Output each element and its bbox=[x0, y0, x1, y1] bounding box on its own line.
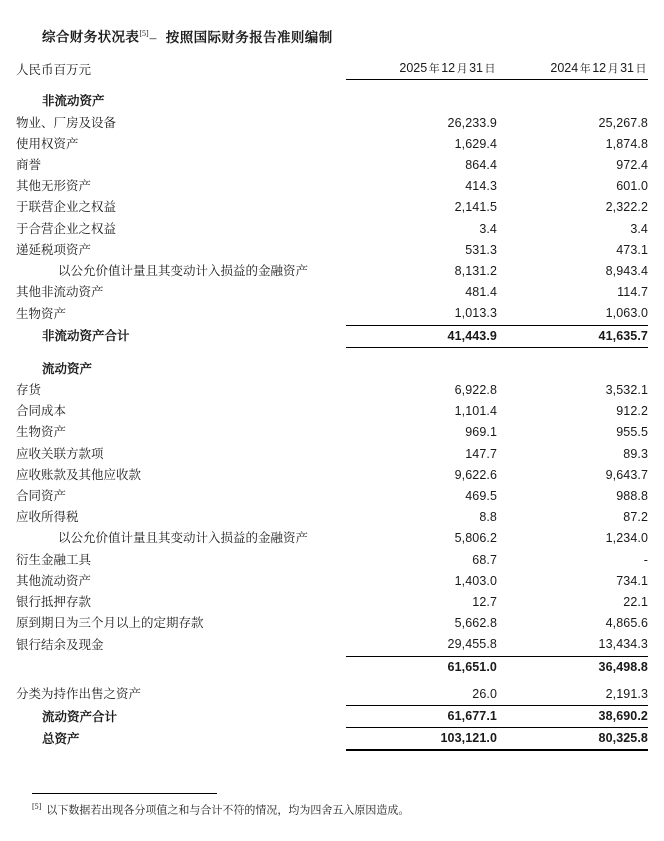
row-label: 生物资产 bbox=[16, 306, 67, 321]
title-footnote-marker: [5] bbox=[139, 29, 149, 38]
total-label-current: 流动资产合计 bbox=[42, 709, 118, 724]
section-subtotal-row bbox=[16, 656, 648, 678]
row-value-2024: 955.5 bbox=[616, 425, 648, 440]
subtotal-value-2024: 36,498.8 bbox=[598, 659, 648, 674]
header-row bbox=[16, 58, 648, 80]
row-value-2024: 89.3 bbox=[623, 446, 648, 461]
table-row bbox=[16, 528, 648, 549]
table-row bbox=[16, 592, 648, 613]
row-value-2025: 8.8 bbox=[479, 510, 497, 525]
row-value-2024: 912.2 bbox=[616, 404, 648, 419]
table-body bbox=[16, 80, 648, 751]
row-value-2024: 2,322.2 bbox=[605, 200, 648, 215]
row-label: 银行结余及现金 bbox=[16, 637, 104, 652]
title-main-text: 综合财务状况表 bbox=[42, 29, 140, 45]
row-value-2024: 473.1 bbox=[616, 242, 648, 257]
row-value-2024: 25,267.8 bbox=[598, 115, 648, 130]
row-label: 以公允价值计量且其变动计入损益的金融资产 bbox=[58, 531, 309, 546]
held-for-sale-label: 分类为持作出售之资产 bbox=[16, 687, 142, 702]
table-row bbox=[16, 422, 648, 443]
row-label: 衍生金融工具 bbox=[16, 552, 92, 567]
row-label: 物业、厂房及设备 bbox=[16, 115, 117, 130]
row-value-2024: 13,434.3 bbox=[497, 634, 648, 656]
footnote-divider bbox=[32, 793, 217, 794]
footnote-text-wrapper bbox=[32, 801, 632, 819]
row-value-2024: 87.2 bbox=[623, 510, 648, 525]
row-value-2024: 8,943.4 bbox=[605, 264, 648, 279]
row-label: 合同资产 bbox=[16, 489, 67, 504]
unit-label: 人民币百万元 bbox=[16, 62, 92, 77]
row-value-2025: 469.5 bbox=[465, 489, 497, 504]
table-row bbox=[16, 465, 648, 486]
row-value-2024: 9,643.7 bbox=[605, 467, 648, 482]
table-row bbox=[16, 176, 648, 197]
grand-total-value-2024: 80,325.8 bbox=[497, 728, 648, 751]
footnote-text: 以下数据若出现各分项值之和与合计不符的情况，均为四舍五入原因造成。 bbox=[46, 804, 410, 817]
total-value-2025: 41,443.9 bbox=[346, 325, 497, 347]
row-value-2025: 1,629.4 bbox=[454, 136, 497, 151]
row-label: 于合营企业之权益 bbox=[16, 221, 117, 236]
row-value-2025: 2,141.5 bbox=[454, 200, 497, 215]
row-value-2025: 5,806.2 bbox=[454, 531, 497, 546]
row-value-2025: 29,455.8 bbox=[346, 634, 497, 656]
total-value-2024: 38,690.2 bbox=[497, 706, 648, 728]
row-value-2025: 864.4 bbox=[465, 158, 497, 172]
row-value-2025: 969.1 bbox=[465, 425, 497, 440]
total-label-noncurrent: 非流动资产合计 bbox=[42, 329, 130, 344]
row-value-2025: 531.3 bbox=[465, 242, 497, 257]
held-for-sale-row bbox=[16, 684, 648, 706]
row-label: 存货 bbox=[16, 383, 42, 398]
table-row bbox=[16, 197, 648, 218]
grand-total-value-2025: 103,121.0 bbox=[346, 728, 497, 751]
held-for-sale-value-2024: 2,191.3 bbox=[497, 684, 648, 706]
row-value-2024: 972.4 bbox=[616, 158, 648, 172]
row-value-2025: 12.7 bbox=[472, 595, 497, 610]
table-row bbox=[16, 634, 648, 656]
grand-total-row bbox=[16, 728, 648, 751]
financial-position-table bbox=[16, 58, 648, 751]
row-label: 以公允价值计量且其变动计入损益的金融资产 bbox=[58, 264, 309, 279]
table-row bbox=[16, 486, 648, 507]
row-value-2024: 1,874.8 bbox=[605, 136, 648, 151]
total-value-2025: 61,677.1 bbox=[346, 706, 497, 728]
row-value-2025: 8,131.2 bbox=[454, 264, 497, 279]
table-row bbox=[16, 613, 648, 634]
total-value-2024: 41,635.7 bbox=[497, 325, 648, 347]
section-heading-row bbox=[16, 91, 648, 112]
row-value-2024: 601.0 bbox=[616, 179, 648, 194]
table-row bbox=[16, 261, 648, 282]
page-title bbox=[42, 28, 648, 47]
table-row bbox=[16, 444, 648, 465]
section-heading-noncurrent: 非流动资产 bbox=[42, 94, 105, 109]
row-label: 其他流动资产 bbox=[16, 573, 92, 588]
row-label: 其他无形资产 bbox=[16, 179, 92, 194]
table-row bbox=[16, 113, 648, 134]
table-row bbox=[16, 303, 648, 325]
section-total-row bbox=[16, 706, 648, 728]
table-row bbox=[16, 219, 648, 240]
row-value-2024: 1,234.0 bbox=[605, 531, 648, 546]
row-value-2024: 734.1 bbox=[616, 573, 648, 588]
subtotal-value-2025: 61,651.0 bbox=[447, 659, 497, 674]
row-label: 使用权资产 bbox=[16, 136, 79, 151]
row-value-2024: 988.8 bbox=[616, 489, 648, 504]
title-subtitle: 按照国际财务报告准则编制 bbox=[165, 29, 333, 45]
row-value-2025: 3.4 bbox=[479, 221, 497, 236]
row-value-2025: 1,013.3 bbox=[346, 303, 497, 325]
row-label: 应收账款及其他应收款 bbox=[16, 467, 142, 482]
row-label: 递延税项资产 bbox=[16, 242, 92, 257]
table-header bbox=[16, 58, 648, 80]
table-row bbox=[16, 282, 648, 303]
row-value-2024: 3.4 bbox=[630, 221, 648, 236]
row-label: 商誉 bbox=[16, 158, 42, 172]
table-row bbox=[16, 571, 648, 592]
row-value-2024: 4,865.6 bbox=[605, 616, 648, 631]
table-row bbox=[16, 507, 648, 528]
row-label: 于联营企业之权益 bbox=[16, 200, 117, 215]
row-label: 其他非流动资产 bbox=[16, 285, 104, 300]
row-value-2024: 3,532.1 bbox=[605, 383, 648, 398]
column-header-2025: 2025 年 12 月 31 日 bbox=[346, 58, 497, 80]
row-value-2024: 22.1 bbox=[623, 595, 648, 610]
table-row bbox=[16, 155, 648, 176]
row-value-2025: 68.7 bbox=[472, 552, 497, 567]
table-row bbox=[16, 240, 648, 261]
footnote bbox=[32, 793, 632, 819]
row-label: 应收关联方款项 bbox=[16, 446, 104, 461]
section-total-row bbox=[16, 325, 648, 347]
spacer-row bbox=[16, 80, 648, 92]
section-heading-current: 流动资产 bbox=[42, 361, 93, 376]
row-label: 合同成本 bbox=[16, 404, 67, 419]
row-value-2025: 147.7 bbox=[465, 446, 497, 461]
row-label: 原到期日为三个月以上的定期存款 bbox=[16, 616, 204, 631]
row-value-2024: - bbox=[643, 552, 648, 567]
table-row bbox=[16, 134, 648, 155]
grand-total-label: 总资产 bbox=[42, 732, 80, 747]
row-label: 银行抵押存款 bbox=[16, 595, 92, 610]
spacer-row bbox=[16, 347, 648, 359]
table-row bbox=[16, 550, 648, 571]
row-value-2025: 414.3 bbox=[465, 179, 497, 194]
row-label: 应收所得税 bbox=[16, 510, 79, 525]
section-heading-row bbox=[16, 359, 648, 380]
row-value-2025: 26,233.9 bbox=[447, 115, 497, 130]
row-value-2025: 6,922.8 bbox=[454, 383, 497, 398]
row-label: 生物资产 bbox=[16, 425, 67, 440]
subtotal-label bbox=[16, 656, 346, 678]
table-row bbox=[16, 401, 648, 422]
row-value-2025: 1,101.4 bbox=[454, 404, 497, 419]
row-value-2025: 5,662.8 bbox=[454, 616, 497, 631]
table-row bbox=[16, 380, 648, 401]
title-dash: – bbox=[149, 29, 157, 45]
row-value-2024: 114.7 bbox=[617, 285, 648, 300]
column-header-2024: 2024 年 12 月 31 日 bbox=[497, 58, 648, 80]
row-value-2025: 1,403.0 bbox=[454, 573, 497, 588]
row-value-2025: 481.4 bbox=[465, 285, 497, 300]
row-value-2024: 1,063.0 bbox=[497, 303, 648, 325]
footnote-marker: [5] bbox=[32, 801, 42, 811]
row-value-2025: 9,622.6 bbox=[454, 467, 497, 482]
held-for-sale-value-2025: 26.0 bbox=[346, 684, 497, 706]
